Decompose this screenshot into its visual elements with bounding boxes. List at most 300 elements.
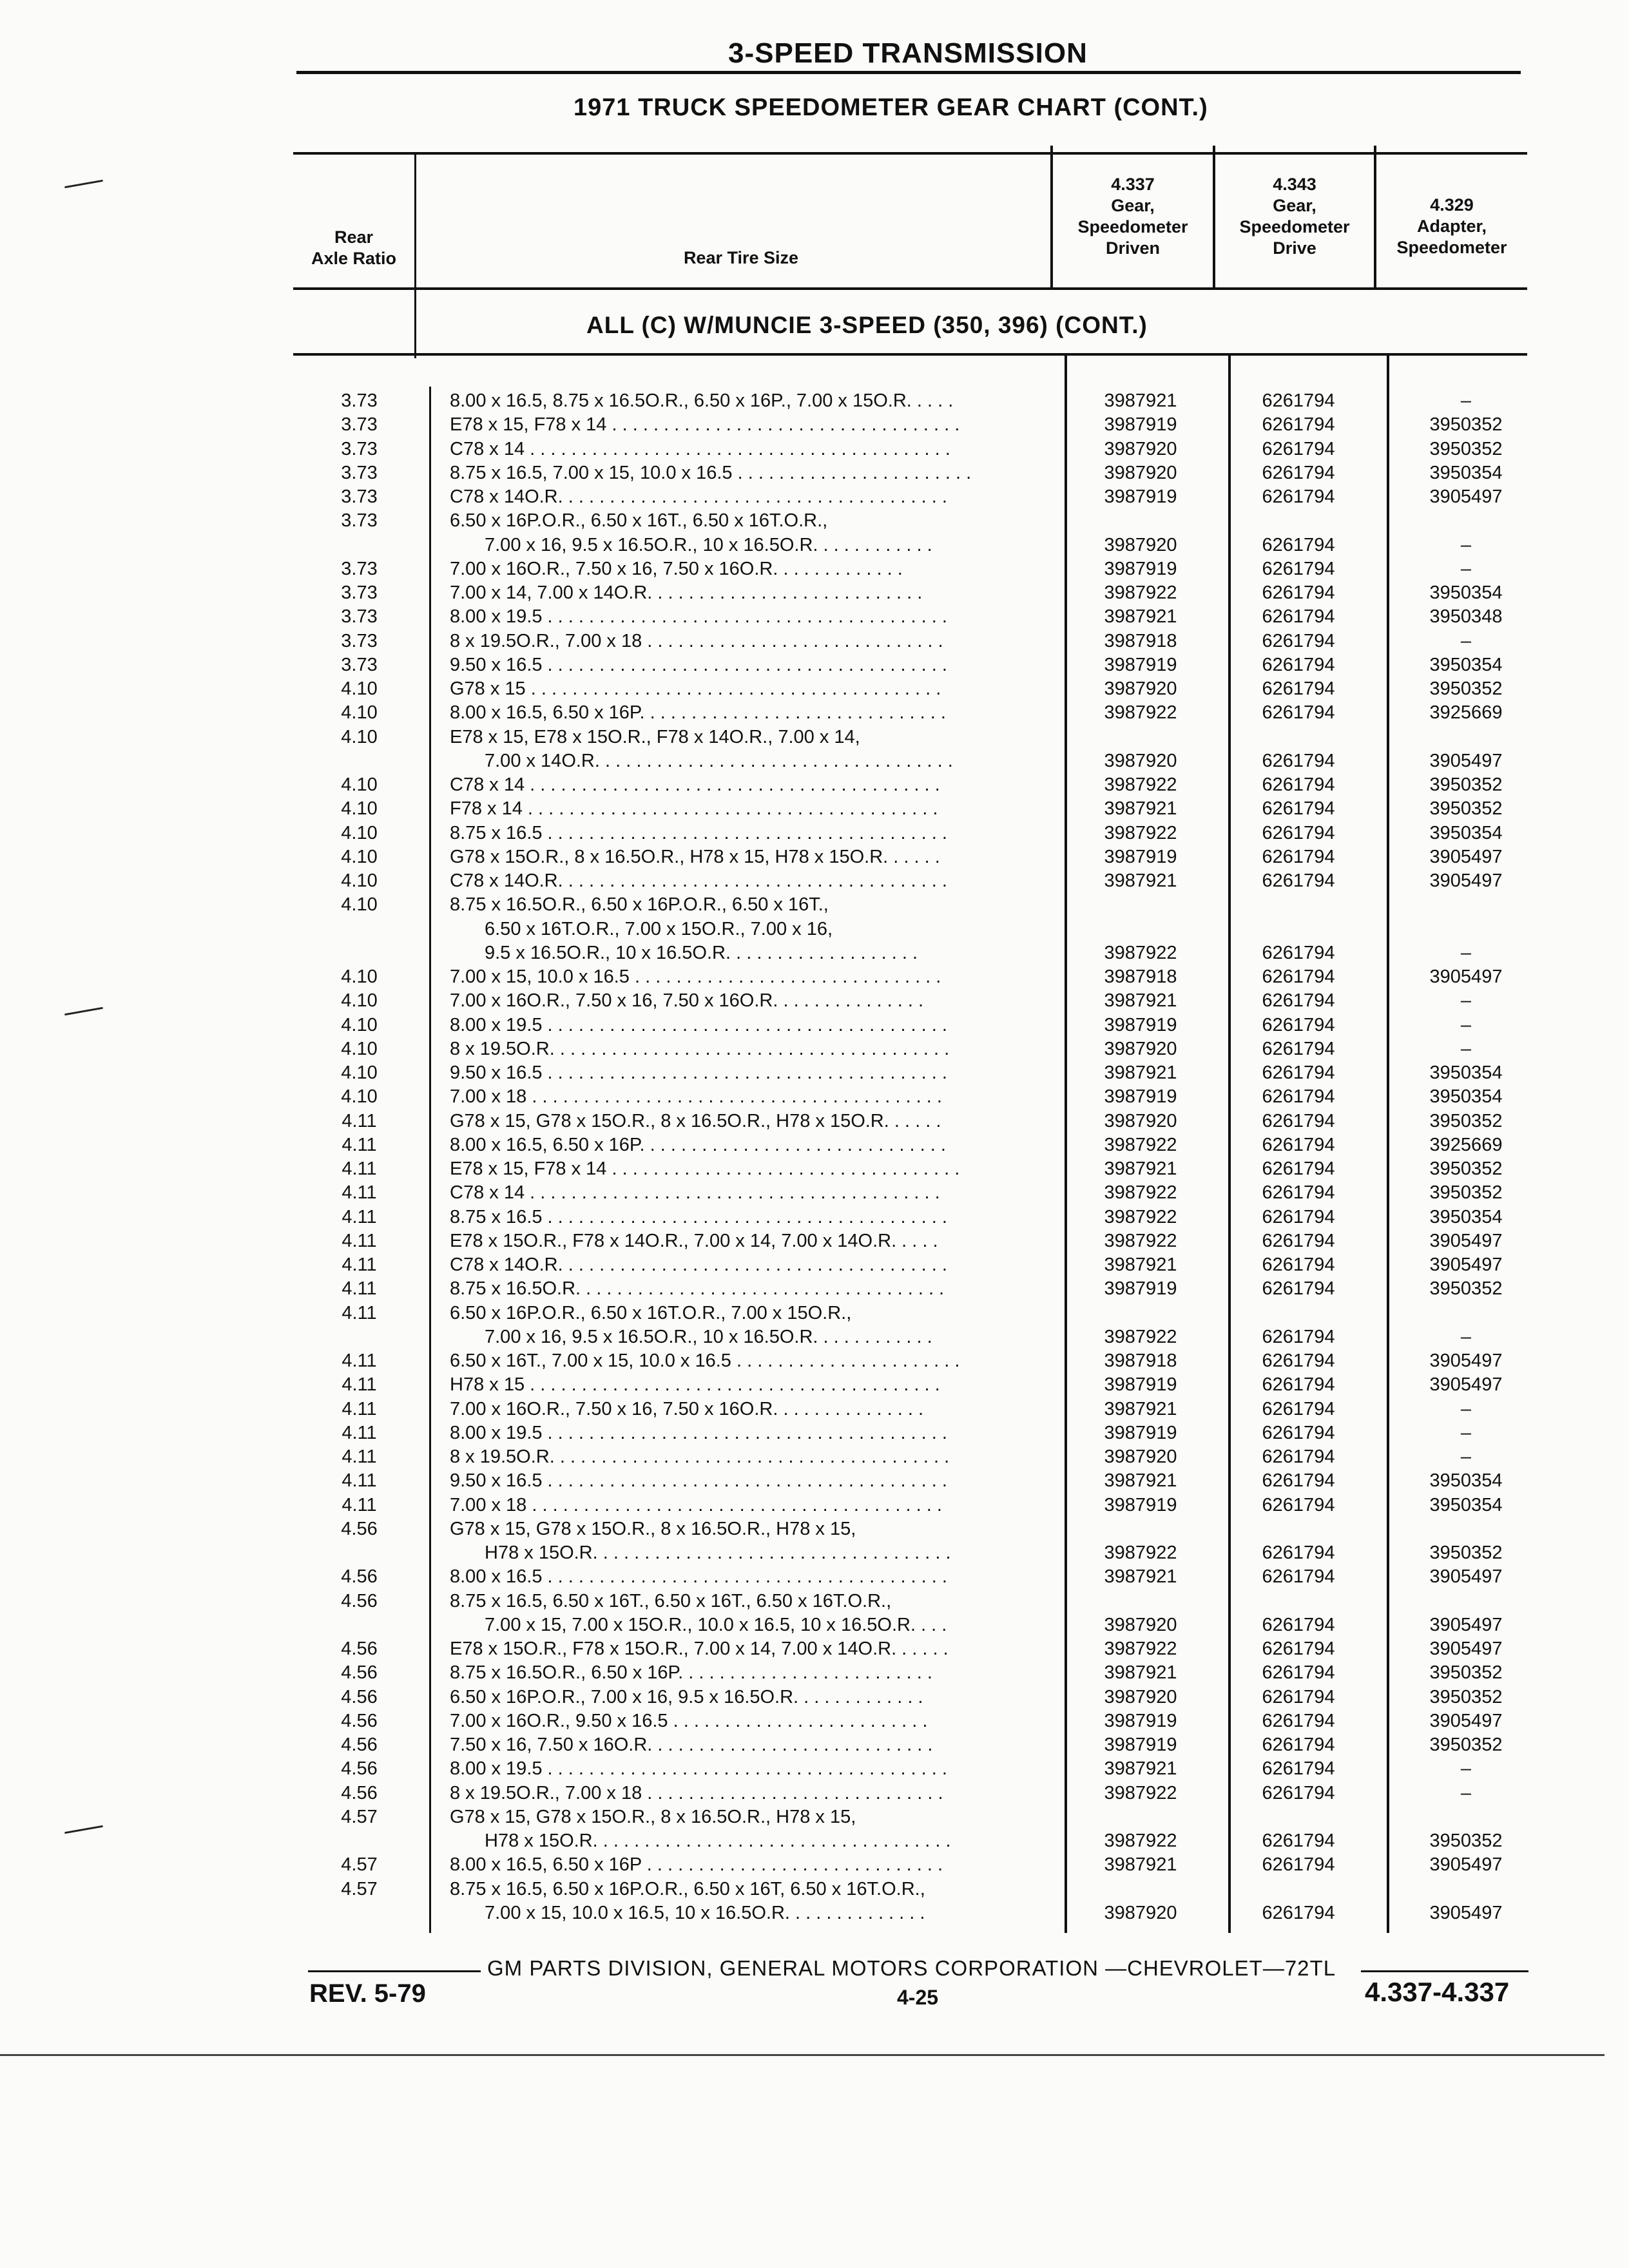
table-row [0,509,1629,533]
header-tire-size: Rear Tire Size [683,248,799,267]
adapter-cell: 3950352 [1429,1686,1503,1707]
adapter-cell: 3925669 [1429,1134,1503,1155]
tire-size-cell: 7.00 x 16, 9.5 x 16.5O.R., 10 x 16.5O.R. . . . . . . . . . . . [485,534,932,555]
tire-size-cell: 9.50 x 16.5 . . . . . . . . . . . . . . . . . . . . . . . . . . . . . . . . . . . . . . . [450,1062,947,1083]
driven-gear-cell: 3987919 [1104,1494,1177,1515]
binding-mark-1 [64,180,103,188]
drive-gear-cell: 6261794 [1262,990,1335,1012]
adapter-cell: 3925669 [1429,702,1503,724]
drive-gear-cell: 6261794 [1262,1566,1335,1588]
driven-gear-cell: 3987922 [1104,1782,1177,1803]
driven-gear-cell: 3987922 [1104,1230,1177,1251]
axle-ratio-cell: 4.10 [341,822,378,843]
drive-gear-cell: 6261794 [1262,1831,1335,1851]
axle-ratio-cell: 3.73 [341,438,378,459]
drive-gear-cell: 6261794 [1262,702,1335,724]
adapter-cell: 3950352 [1429,1542,1503,1563]
axle-ratio-cell: 4.11 [342,1374,377,1396]
tire-size-cell: 8.00 x 16.5, 6.50 x 16P. . . . . . . . . . . . . . . . . . . . . . . . . . . . . . [450,1134,946,1155]
drive-gear-cell: 6261794 [1262,1494,1335,1515]
table-row [0,1373,1629,1397]
adapter-cell: 3950352 [1429,798,1503,820]
table-row [0,1014,1629,1037]
tire-size-cell: E78 x 15O.R., F78 x 15O.R., 7.00 x 14, 7.00 x 14O.R. . . . . . [450,1639,949,1659]
tire-size-cell: F78 x 14 . . . . . . . . . . . . . . . . . . . . . . . . . . . . . . . . . . . . . . . . [450,798,938,820]
driven-gear-cell: 3987921 [1104,1254,1177,1275]
drive-gear-cell: 6261794 [1262,654,1335,675]
drive-gear-cell: 6261794 [1262,1782,1335,1803]
driven-gear-cell: 3987921 [1104,990,1177,1012]
drive-gear-cell: 6261794 [1262,1710,1335,1731]
adapter-cell: 3905497 [1429,1639,1503,1659]
adapter-cell: 3950352 [1429,438,1503,459]
adapter-cell: 3950354 [1429,1470,1503,1492]
header-gear-driven: 4.337 Gear, Speedometer Driven [1077,175,1188,258]
driven-gear-cell: 3987921 [1104,1062,1177,1083]
drive-gear-cell: 6261794 [1262,1014,1335,1035]
table-row [0,1805,1629,1829]
tire-size-cell: E78 x 15, E78 x 15O.R., F78 x 14O.R., 7.00 x 14, [450,726,860,747]
table-row [0,1590,1629,1613]
axle-ratio-cell: 4.10 [341,1086,378,1108]
adapter-cell: 3950354 [1429,1494,1503,1515]
drive-gear-cell: 6261794 [1262,846,1335,867]
drive-gear-cell: 6261794 [1262,1758,1335,1780]
drive-gear-cell: 6261794 [1262,1542,1335,1563]
driven-gear-cell: 3987918 [1104,966,1177,987]
driven-gear-cell: 3987919 [1104,1735,1177,1755]
drive-gear-cell: 6261794 [1262,1614,1335,1635]
tire-size-cell: C78 x 14O.R. . . . . . . . . . . . . . . . . . . . . . . . . . . . . . . . . . . . . . [450,486,947,507]
drive-gear-cell: 6261794 [1262,558,1335,579]
tire-size-cell: 8 x 19.5O.R., 7.00 x 18 . . . . . . . . . . . . . . . . . . . . . . . . . . . . . [450,1782,943,1803]
table-row [0,1661,1629,1685]
table-row [0,1829,1629,1853]
table-row [0,941,1629,965]
table-row [0,1517,1629,1541]
drive-gear-cell: 6261794 [1262,606,1335,628]
tire-size-cell: 8.00 x 16.5, 6.50 x 16P . . . . . . . . . . . . . . . . . . . . . . . . . . . . . [450,1854,943,1876]
tire-size-cell: 8 x 19.5O.R. . . . . . . . . . . . . . . . . . . . . . . . . . . . . . . . . . . . . . . [450,1446,950,1467]
adapter-cell: – [1460,1326,1472,1347]
tire-size-cell: C78 x 14 . . . . . . . . . . . . . . . . . . . . . . . . . . . . . . . . . . . . . . . . [450,1182,940,1204]
drive-gear-cell: 6261794 [1262,966,1335,987]
driven-gear-cell: 3987922 [1104,702,1177,724]
driven-gear-cell: 3987920 [1104,462,1177,483]
drive-gear-cell: 6261794 [1262,1182,1335,1204]
tire-size-cell: 8.00 x 19.5 . . . . . . . . . . . . . . . . . . . . . . . . . . . . . . . . . . . . . . . [450,606,947,628]
drive-gear-cell: 6261794 [1262,1038,1335,1059]
table-row [0,1469,1629,1493]
driven-gear-cell: 3987919 [1104,1710,1177,1731]
tire-size-cell: C78 x 14 . . . . . . . . . . . . . . . . . . . . . . . . . . . . . . . . . . . . . . . . [450,774,940,795]
footer-text: GM PARTS DIVISION, GENERAL MOTORS CORPORATION —CHEVROLET—72TL [487,1956,1336,1980]
table-row [0,1445,1629,1469]
axle-ratio-cell: 4.10 [341,774,378,795]
adapter-cell: – [1460,1038,1472,1059]
drive-gear-cell: 6261794 [1262,1374,1335,1396]
adapter-cell: – [1460,630,1472,651]
axle-ratio-cell: 4.11 [342,1494,377,1515]
drive-gear-cell: 6261794 [1262,1206,1335,1227]
tire-size-cell: 9.50 x 16.5 . . . . . . . . . . . . . . . . . . . . . . . . . . . . . . . . . . . . . . . [450,654,947,675]
adapter-cell: – [1460,1446,1472,1467]
driven-gear-cell: 3987921 [1104,1662,1177,1684]
adapter-cell: 3905497 [1429,846,1503,867]
adapter-cell: 3905497 [1429,1614,1503,1635]
tire-size-cell: 6.50 x 16P.O.R., 6.50 x 16T., 6.50 x 16T.O.R., [450,510,828,532]
driven-gear-cell: 3987918 [1104,1350,1177,1371]
table-row [0,1686,1629,1709]
drive-gear-cell: 6261794 [1262,1134,1335,1155]
axle-ratio-cell: 4.11 [342,1350,377,1371]
table-row [0,1037,1629,1061]
drive-gear-cell: 6261794 [1262,1735,1335,1755]
adapter-cell: 3950354 [1429,582,1503,603]
driven-gear-cell: 3987921 [1104,1398,1177,1419]
adapter-cell: 3950352 [1429,1831,1503,1851]
table-row [0,1206,1629,1229]
table-row [0,797,1629,821]
section-title: ALL (C) W/MUNCIE 3-SPEED (350, 396) (CONT.) [586,312,1148,338]
table-row [0,1853,1629,1877]
axle-ratio-cell: 4.11 [342,1278,377,1300]
adapter-cell: – [1460,1014,1472,1035]
table-row [0,461,1629,485]
driven-gear-cell: 3987920 [1104,1686,1177,1707]
adapter-cell: – [1460,558,1472,579]
tire-size-cell: 7.00 x 16O.R., 7.50 x 16, 7.50 x 16O.R. . . . . . . . . . . . . . . [450,1398,923,1419]
bottom-scan-rule [0,2054,1605,2056]
axle-ratio-cell: 4.10 [341,798,378,820]
table-row [0,1637,1629,1661]
footer-rule-right [1361,1970,1528,1972]
driven-gear-cell: 3987922 [1104,582,1177,603]
table-row [0,1565,1629,1589]
tire-size-cell: E78 x 15, F78 x 14 . . . . . . . . . . . . . . . . . . . . . . . . . . . . . . . . . . [450,414,960,436]
table-row [0,965,1629,989]
header-adapter: 4.329 Adapter, Speedometer [1396,195,1507,257]
table-row [0,1325,1629,1349]
axle-ratio-cell: 4.56 [341,1566,378,1588]
table-top-rule [293,152,1527,155]
tire-size-cell: 8.75 x 16.5 . . . . . . . . . . . . . . . . . . . . . . . . . . . . . . . . . . . . . . . [450,1206,947,1227]
footer-rule-left [308,1970,481,1972]
driven-gear-cell: 3987922 [1104,1206,1177,1227]
table-row [0,581,1629,605]
axle-ratio-cell: 4.11 [342,1398,377,1419]
drive-gear-cell: 6261794 [1262,822,1335,843]
axle-ratio-cell: 3.73 [341,606,378,628]
driven-gear-cell: 3987922 [1104,1182,1177,1204]
drive-gear-cell: 6261794 [1262,1470,1335,1492]
table-row [0,1253,1629,1277]
drive-gear-cell: 6261794 [1262,390,1335,411]
drive-gear-cell: 6261794 [1262,462,1335,483]
tire-size-cell: 8 x 19.5O.R., 7.00 x 18 . . . . . . . . . . . . . . . . . . . . . . . . . . . . . [450,630,943,651]
drive-gear-cell: 6261794 [1262,1854,1335,1876]
drive-gear-cell: 6261794 [1262,1326,1335,1347]
tire-size-cell: H78 x 15 . . . . . . . . . . . . . . . . . . . . . . . . . . . . . . . . . . . . . . . . [450,1374,940,1396]
axle-ratio-cell: 4.10 [341,966,378,987]
axle-ratio-cell: 4.11 [342,1302,377,1323]
adapter-cell: – [1460,1782,1472,1803]
adapter-cell: 3950348 [1429,606,1503,628]
table-row [0,413,1629,437]
drive-gear-cell: 6261794 [1262,1398,1335,1419]
tire-size-cell: 8.75 x 16.5O.R., 6.50 x 16P. . . . . . . . . . . . . . . . . . . . . . . . . [450,1662,932,1684]
adapter-cell: 3905497 [1429,1230,1503,1251]
axle-ratio-cell: 4.10 [341,1014,378,1035]
drive-gear-cell: 6261794 [1262,1422,1335,1443]
drive-gear-cell: 6261794 [1262,1350,1335,1371]
adapter-cell: 3950352 [1429,774,1503,795]
axle-ratio-cell: 4.56 [341,1590,378,1611]
axle-ratio-cell: 4.11 [342,1206,377,1227]
adapter-cell: – [1460,990,1472,1012]
tire-size-cell: 7.00 x 16O.R., 9.50 x 16.5 . . . . . . . . . . . . . . . . . . . . . . . . . [450,1710,928,1731]
drive-gear-cell: 6261794 [1262,1110,1335,1131]
tire-size-cell: 7.00 x 16, 9.5 x 16.5O.R., 10 x 16.5O.R. . . . . . . . . . . . [485,1326,932,1347]
driven-gear-cell: 3987919 [1104,1278,1177,1300]
table-row [0,629,1629,653]
table-row [0,918,1629,941]
drive-gear-cell: 6261794 [1262,1230,1335,1251]
driven-gear-cell: 3987920 [1104,1902,1177,1923]
drive-gear-cell: 6261794 [1262,750,1335,771]
adapter-cell: – [1460,1422,1472,1443]
axle-ratio-cell: 4.57 [341,1878,378,1899]
drive-gear-cell: 6261794 [1262,798,1335,820]
driven-gear-cell: 3987922 [1104,1134,1177,1155]
drive-gear-cell: 6261794 [1262,1278,1335,1300]
adapter-cell: 3905497 [1429,1710,1503,1731]
tire-size-cell: 8.75 x 16.5O.R. . . . . . . . . . . . . . . . . . . . . . . . . . . . . . . . . . . . [450,1278,945,1300]
driven-gear-cell: 3987922 [1104,774,1177,795]
tire-size-cell: G78 x 15, G78 x 15O.R., 8 x 16.5O.R., H78 x 15, [450,1806,856,1827]
drive-gear-cell: 6261794 [1262,1902,1335,1923]
axle-ratio-cell: 4.11 [342,1470,377,1492]
adapter-cell: – [1460,1398,1472,1419]
tire-size-cell: E78 x 15O.R., F78 x 14O.R., 7.00 x 14, 7.00 x 14O.R. . . . . [450,1230,938,1251]
tire-size-cell: G78 x 15O.R., 8 x 16.5O.R., H78 x 15, H78 x 15O.R. . . . . . [450,846,940,867]
driven-gear-cell: 3987921 [1104,870,1177,891]
axle-ratio-cell: 4.11 [342,1110,377,1131]
axle-ratio-cell: 4.11 [342,1422,377,1443]
axle-ratio-cell: 3.73 [341,654,378,675]
axle-ratio-cell: 4.56 [341,1662,378,1684]
axle-ratio-cell: 4.11 [342,1134,377,1155]
table-row [0,1878,1629,1901]
driven-gear-cell: 3987922 [1104,942,1177,963]
adapter-cell: 3905497 [1429,1902,1503,1923]
tire-size-cell: 7.00 x 16O.R., 7.50 x 16, 7.50 x 16O.R. . . . . . . . . . . . . [450,558,903,579]
axle-ratio-cell: 4.56 [341,1758,378,1780]
axle-ratio-cell: 4.56 [341,1639,378,1659]
header-axle-ratio: Rear Axle Ratio [311,227,397,268]
driven-gear-cell: 3987921 [1104,1566,1177,1588]
revision-label: REV. 5-79 [309,1979,426,2008]
driven-gear-cell: 3987920 [1104,1446,1177,1467]
tire-size-cell: 6.50 x 16T., 7.00 x 15, 10.0 x 16.5 . . . . . . . . . . . . . . . . . . . . . . [450,1350,960,1371]
table-row [0,1085,1629,1109]
table-row [0,773,1629,797]
driven-gear-cell: 3987919 [1104,558,1177,579]
driven-gear-cell: 3987919 [1104,486,1177,507]
adapter-cell: 3950354 [1429,462,1503,483]
axle-ratio-cell: 3.73 [341,414,378,436]
table-row [0,1157,1629,1181]
adapter-cell: 3950354 [1429,654,1503,675]
adapter-cell: 3950354 [1429,1062,1503,1083]
table-row [0,1110,1629,1133]
section-bottom-rule [293,353,1527,356]
tire-size-cell: 8.75 x 16.5O.R., 6.50 x 16P.O.R., 6.50 x 16T., [450,894,829,916]
driven-gear-cell: 3987920 [1104,534,1177,555]
adapter-cell: 3905497 [1429,1254,1503,1275]
driven-gear-cell: 3987919 [1104,1014,1177,1035]
table-row [0,1421,1629,1445]
adapter-cell: 3950352 [1429,678,1503,699]
driven-gear-cell: 3987919 [1104,414,1177,436]
axle-ratio-cell: 3.73 [341,486,378,507]
tire-size-cell: 8.75 x 16.5 . . . . . . . . . . . . . . . . . . . . . . . . . . . . . . . . . . . . . . . [450,822,947,843]
driven-gear-cell: 3987922 [1104,1831,1177,1851]
table-row [0,1494,1629,1517]
tire-size-cell: C78 x 14 . . . . . . . . . . . . . . . . . . . . . . . . . . . . . . . . . . . . . . . . . [450,438,950,459]
chart-title: 1971 TRUCK SPEEDOMETER GEAR CHART (CONT.) [574,94,1208,121]
driven-gear-cell: 3987919 [1104,654,1177,675]
table-row [0,1709,1629,1733]
tire-size-cell: 7.50 x 16, 7.50 x 16O.R. . . . . . . . . . . . . . . . . . . . . . . . . . . . [450,1735,933,1755]
driven-gear-cell: 3987922 [1104,1639,1177,1659]
driven-gear-cell: 3987919 [1104,846,1177,867]
driven-gear-cell: 3987921 [1104,1854,1177,1876]
axle-ratio-cell: 4.10 [341,1062,378,1083]
table-row [0,1133,1629,1157]
table-row [0,1541,1629,1565]
adapter-cell: 3905497 [1429,486,1503,507]
driven-gear-cell: 3987919 [1104,1374,1177,1396]
adapter-cell: 3950352 [1429,1182,1503,1204]
tire-size-cell: 7.00 x 15, 7.00 x 15O.R., 10.0 x 16.5, 10 x 16.5O.R. . . . [485,1614,947,1635]
drive-gear-cell: 6261794 [1262,534,1335,555]
tire-size-cell: 7.00 x 14, 7.00 x 14O.R. . . . . . . . . . . . . . . . . . . . . . . . . . . [450,582,923,603]
driven-gear-cell: 3987922 [1104,822,1177,843]
drive-gear-cell: 6261794 [1262,1686,1335,1707]
driven-gear-cell: 3987921 [1104,1470,1177,1492]
header-gear-drive: 4.343 Gear, Speedometer Drive [1239,175,1350,258]
table-row [0,1613,1629,1637]
table-row [0,701,1629,725]
tire-size-cell: C78 x 14O.R. . . . . . . . . . . . . . . . . . . . . . . . . . . . . . . . . . . . . . [450,870,947,891]
tire-size-cell: G78 x 15, G78 x 15O.R., 8 x 16.5O.R., H78 x 15O.R. . . . . . [450,1110,941,1131]
driven-gear-cell: 3987918 [1104,630,1177,651]
table-row [0,1349,1629,1373]
table-row [0,845,1629,869]
table-row [0,989,1629,1013]
table-row [0,533,1629,557]
driven-gear-cell: 3987920 [1104,1038,1177,1059]
tire-size-cell: 7.00 x 18 . . . . . . . . . . . . . . . . . . . . . . . . . . . . . . . . . . . . . . . . [450,1086,942,1108]
drive-gear-cell: 6261794 [1262,870,1335,891]
driven-gear-cell: 3987920 [1104,678,1177,699]
axle-ratio-cell: 4.11 [342,1158,377,1179]
tire-size-cell: 7.00 x 15, 10.0 x 16.5, 10 x 16.5O.R. . . . . . . . . . . . . . [485,1902,925,1923]
drive-gear-cell: 6261794 [1262,1662,1335,1684]
driven-gear-cell: 3987921 [1104,1758,1177,1780]
table-row [0,893,1629,917]
axle-ratio-cell: 3.73 [341,630,378,651]
tire-size-cell: 8.00 x 19.5 . . . . . . . . . . . . . . . . . . . . . . . . . . . . . . . . . . . . . . . [450,1758,947,1780]
tire-size-cell: 8 x 19.5O.R. . . . . . . . . . . . . . . . . . . . . . . . . . . . . . . . . . . . . . . [450,1038,950,1059]
table-row [0,1061,1629,1085]
drive-gear-cell: 6261794 [1262,774,1335,795]
tire-size-cell: 9.5 x 16.5O.R., 10 x 16.5O.R. . . . . . . . . . . . . . . . . . . [485,942,918,963]
tire-size-cell: 8.00 x 16.5, 6.50 x 16P. . . . . . . . . . . . . . . . . . . . . . . . . . . . . . [450,702,946,724]
adapter-cell: – [1460,534,1472,555]
adapter-cell: 3950352 [1429,1110,1503,1131]
drive-gear-cell: 6261794 [1262,1446,1335,1467]
axle-ratio-cell: 3.73 [341,558,378,579]
drive-gear-cell: 6261794 [1262,942,1335,963]
tire-size-cell: 6.50 x 16P.O.R., 6.50 x 16T.O.R., 7.00 x 15O.R., [450,1302,852,1323]
axle-ratio-cell: 4.11 [342,1182,377,1204]
drive-gear-cell: 6261794 [1262,486,1335,507]
adapter-cell: 3950352 [1429,1735,1503,1755]
tire-size-cell: H78 x 15O.R. . . . . . . . . . . . . . . . . . . . . . . . . . . . . . . . . . . [485,1542,951,1563]
page-title: 3-SPEED TRANSMISSION [728,37,1088,69]
tire-size-cell: 6.50 x 16P.O.R., 7.00 x 16, 9.5 x 16.5O.R. . . . . . . . . . . . . [450,1686,923,1707]
drive-gear-cell: 6261794 [1262,1254,1335,1275]
drive-gear-cell: 6261794 [1262,438,1335,459]
axle-ratio-cell: 4.10 [341,846,378,867]
table-row [0,1277,1629,1301]
header-bottom-rule [293,287,1527,290]
tire-size-cell: 8.00 x 16.5 . . . . . . . . . . . . . . . . . . . . . . . . . . . . . . . . . . . . . . . [450,1566,947,1588]
adapter-cell: 3950354 [1429,1206,1503,1227]
driven-gear-cell: 3987920 [1104,1614,1177,1635]
tire-size-cell: G78 x 15, G78 x 15O.R., 8 x 16.5O.R., H78 x 15, [450,1518,856,1539]
tire-size-cell: C78 x 14O.R. . . . . . . . . . . . . . . . . . . . . . . . . . . . . . . . . . . . . . [450,1254,947,1275]
axle-ratio-cell: 4.10 [341,870,378,891]
driven-gear-cell: 3987920 [1104,750,1177,771]
drive-gear-cell: 6261794 [1262,1158,1335,1179]
tire-size-cell: E78 x 15, F78 x 14 . . . . . . . . . . . . . . . . . . . . . . . . . . . . . . . . . . [450,1158,960,1179]
adapter-cell: 3950352 [1429,414,1503,436]
table-row [0,1901,1629,1925]
tire-size-cell: G78 x 15 . . . . . . . . . . . . . . . . . . . . . . . . . . . . . . . . . . . . . . . . [450,678,941,699]
drive-gear-cell: 6261794 [1262,630,1335,651]
tire-size-cell: 7.00 x 18 . . . . . . . . . . . . . . . . . . . . . . . . . . . . . . . . . . . . . . . . [450,1494,942,1515]
tire-size-cell: 8.00 x 19.5 . . . . . . . . . . . . . . . . . . . . . . . . . . . . . . . . . . . . . . . [450,1014,947,1035]
tire-size-cell: 9.50 x 16.5 . . . . . . . . . . . . . . . . . . . . . . . . . . . . . . . . . . . . . . . [450,1470,947,1492]
driven-gear-cell: 3987921 [1104,1158,1177,1179]
tire-size-cell: 8.75 x 16.5, 6.50 x 16P.O.R., 6.50 x 16T, 6.50 x 16T.O.R., [450,1878,925,1899]
drive-gear-cell: 6261794 [1262,1639,1335,1659]
page-number: 4-25 [897,1986,939,2009]
adapter-cell: 3905497 [1429,750,1503,771]
axle-ratio-cell: 4.10 [341,894,378,916]
table-row [0,1757,1629,1781]
axle-ratio-cell: 4.56 [341,1735,378,1755]
axle-ratio-cell: 4.10 [341,990,378,1012]
axle-ratio-cell: 3.73 [341,582,378,603]
table-row [0,822,1629,845]
table-row [0,677,1629,701]
table-row [0,726,1629,749]
axle-ratio-cell: 4.57 [341,1854,378,1876]
